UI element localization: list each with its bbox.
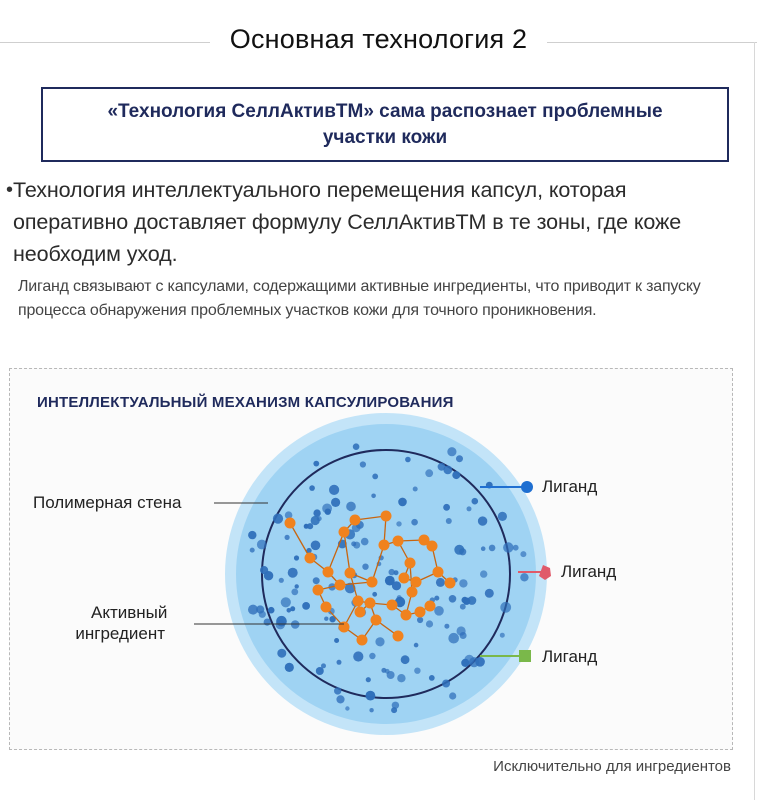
ingredient-node xyxy=(387,600,398,611)
capsule-dot xyxy=(351,541,356,546)
capsule-dot xyxy=(287,608,292,613)
capsule-dot xyxy=(288,568,298,578)
capsule-dot xyxy=(353,443,360,450)
capsule-dot xyxy=(336,695,344,703)
capsule-dot xyxy=(520,551,526,557)
capsule-dot xyxy=(360,461,366,467)
capsule-dot xyxy=(309,485,315,491)
capsule-dot xyxy=(322,504,332,514)
active-ingredient-label xyxy=(75,602,168,644)
capsule-dot xyxy=(281,597,291,607)
capsule-dot xyxy=(304,524,309,529)
capsule-dot xyxy=(448,633,459,644)
capsule-dot xyxy=(472,498,479,505)
capsule-dot xyxy=(353,651,363,661)
capsule-dot xyxy=(485,589,494,598)
ingredient-node xyxy=(357,635,368,646)
capsule-dot xyxy=(452,471,460,479)
capsule-dot xyxy=(250,548,255,553)
capsule-dot xyxy=(454,545,464,555)
capsule-dot xyxy=(337,660,342,665)
ingredient-node xyxy=(335,580,346,591)
capsule-dot xyxy=(446,518,452,524)
ligand-3-square-icon xyxy=(519,650,531,662)
capsule-dot xyxy=(385,669,390,674)
capsule-dot xyxy=(467,506,472,511)
capsule-dot xyxy=(489,545,496,552)
capsule-dot xyxy=(459,579,467,587)
capsule-dot xyxy=(294,555,299,560)
ingredient-node xyxy=(405,558,416,569)
capsule-dot xyxy=(443,504,450,511)
capsule-dot xyxy=(397,595,402,600)
capsule-dot xyxy=(259,611,266,618)
capsule-dot xyxy=(434,606,444,616)
capsule-dot xyxy=(498,512,507,521)
capsule-dot xyxy=(248,605,258,615)
capsule-dot xyxy=(520,573,528,581)
ingredient-node xyxy=(367,577,378,588)
bullet-dot-icon: • xyxy=(6,179,14,201)
capsule-dot xyxy=(394,570,399,575)
capsule-body xyxy=(236,424,536,724)
diagram-title: ИНТЕЛЛЕКТУАЛЬНЫЙ МЕХАНИЗМ КАПСУЛИРОВАНИЯ xyxy=(37,394,454,411)
capsule-dot xyxy=(361,538,369,546)
ligand-2-label: Лиганд xyxy=(561,562,617,581)
capsule-dot xyxy=(396,521,401,526)
capsule-dot xyxy=(372,592,377,597)
capsule-dot xyxy=(324,617,328,621)
capsule-dot xyxy=(462,597,469,604)
capsule-dot xyxy=(273,514,283,524)
capsule-dot xyxy=(405,457,411,463)
capsule-dot xyxy=(398,498,407,507)
ingredient-node xyxy=(393,631,404,642)
capsule-dot xyxy=(449,595,457,603)
capsule-dot xyxy=(391,707,397,713)
ingredient-node xyxy=(323,567,334,578)
capsule-dot xyxy=(260,566,268,574)
capsule-dot xyxy=(279,578,284,583)
ingredient-node xyxy=(419,535,430,546)
capsule-dot xyxy=(334,638,339,643)
ingredient-node xyxy=(445,578,456,589)
capsule-dot xyxy=(443,466,452,475)
active-ingredient-label-line1: Активный xyxy=(91,603,168,622)
capsule-dot xyxy=(417,617,423,623)
capsule-dot xyxy=(414,668,420,674)
capsule-dot xyxy=(346,502,356,512)
capsule-dot xyxy=(436,578,445,587)
footnote: Исключительно для ингредиентов xyxy=(493,758,731,775)
capsule-dot xyxy=(500,633,505,638)
capsule-dot xyxy=(475,657,485,667)
ligand-1-circle-icon xyxy=(521,481,533,493)
capsule-dot xyxy=(369,708,373,712)
capsule-dot xyxy=(425,469,433,477)
ingredient-node xyxy=(350,515,361,526)
capsule-dot xyxy=(426,620,433,627)
capsule-dot xyxy=(480,570,487,577)
capsule-dot xyxy=(460,604,466,610)
page-title: Основная технология 2 xyxy=(210,24,547,55)
capsule-dot xyxy=(334,687,341,694)
capsule-dot xyxy=(285,535,290,540)
ingredient-node xyxy=(381,511,392,522)
capsule-dot xyxy=(411,519,418,526)
capsule-dot xyxy=(371,494,376,499)
capsule-dot xyxy=(456,455,463,462)
capsule-dot xyxy=(447,447,456,456)
capsule-dot xyxy=(478,516,487,525)
capsule-dot xyxy=(277,649,286,658)
ligand-3-label: Лиганд xyxy=(542,647,598,666)
capsule-dot xyxy=(248,531,256,539)
capsule-dot xyxy=(366,691,376,701)
ingredient-node xyxy=(407,587,418,598)
capsule-dot xyxy=(268,607,275,614)
capsule-dot xyxy=(442,680,450,688)
ingredient-node xyxy=(379,540,390,551)
capsule-dot xyxy=(313,577,320,584)
ingredient-node xyxy=(321,602,332,613)
capsule-dot xyxy=(316,667,324,675)
ingredient-node xyxy=(425,601,436,612)
capsule-dot xyxy=(503,542,513,552)
capsule-dot xyxy=(285,663,294,672)
sub-text: Лиганд связывают с капсулами, содержащими активные ингредиенты, что приводит к запуску процесса обнаружения проблемных участков кожи для точного проникновения. xyxy=(18,278,701,319)
capsule-dot xyxy=(366,677,371,682)
ingredient-node xyxy=(399,573,410,584)
capsule-dot xyxy=(434,596,439,601)
capsule-dot xyxy=(264,619,271,626)
capsule-dot xyxy=(311,541,321,551)
capsule-dot xyxy=(461,659,469,667)
bullet-text: Технология интеллектуального перемещения капсул, которая оперативно доставляет формулу СеллАктивTM в те зоны, где коже необходим уход. xyxy=(13,178,682,266)
capsule-dot xyxy=(329,485,339,495)
ligand-1-label: Лиганд xyxy=(542,477,598,496)
capsule-dot xyxy=(449,692,456,699)
ingredient-node xyxy=(401,610,412,621)
capsule-dot xyxy=(302,602,310,610)
capsule-dot xyxy=(481,546,486,551)
capsule-dot xyxy=(457,626,466,635)
active-ingredient-label-line2: ингредиент xyxy=(75,624,166,643)
ingredient-node xyxy=(353,596,364,607)
capsule-dot xyxy=(413,487,418,492)
capsule-dot xyxy=(345,706,349,710)
capsule-dot xyxy=(313,461,319,467)
ingredient-node xyxy=(365,598,376,609)
capsule-dot xyxy=(513,545,519,551)
capsule-dot xyxy=(414,643,419,648)
ingredient-node xyxy=(393,536,404,547)
capsule-dot xyxy=(429,675,435,681)
capsule-dot xyxy=(276,620,285,629)
capsule-dot xyxy=(401,655,410,664)
ingredient-node xyxy=(305,553,316,564)
ingredient-node xyxy=(313,585,324,596)
capsule-dot xyxy=(500,602,511,613)
capsule-dot xyxy=(313,509,320,516)
ingredient-node xyxy=(355,607,366,618)
capsule-dot xyxy=(397,674,405,682)
capsule-dot xyxy=(369,653,375,659)
ingredient-node xyxy=(415,607,426,618)
capsule-dot xyxy=(362,564,368,570)
capsule-dot xyxy=(291,589,298,596)
ingredient-node xyxy=(285,518,296,529)
ingredient-node xyxy=(411,577,422,588)
polymer-wall-label: Полимерная стена xyxy=(33,493,182,512)
capsule-dot xyxy=(444,624,449,629)
capsule-dot xyxy=(317,516,322,521)
capsule-dot xyxy=(257,540,267,550)
capsule-dot xyxy=(331,498,340,507)
headline-text: «Технология СеллАктивTM» сама распознает проблемные участки кожи xyxy=(107,100,663,148)
capsule-dot xyxy=(392,581,401,590)
ingredient-node xyxy=(339,622,350,633)
ingredient-node xyxy=(339,527,350,538)
ingredient-node xyxy=(371,615,382,626)
ingredient-node xyxy=(433,567,444,578)
capsule-dot xyxy=(372,474,378,480)
capsule-dot xyxy=(295,584,299,588)
capsule-dot xyxy=(375,637,384,646)
ingredient-node xyxy=(345,568,356,579)
